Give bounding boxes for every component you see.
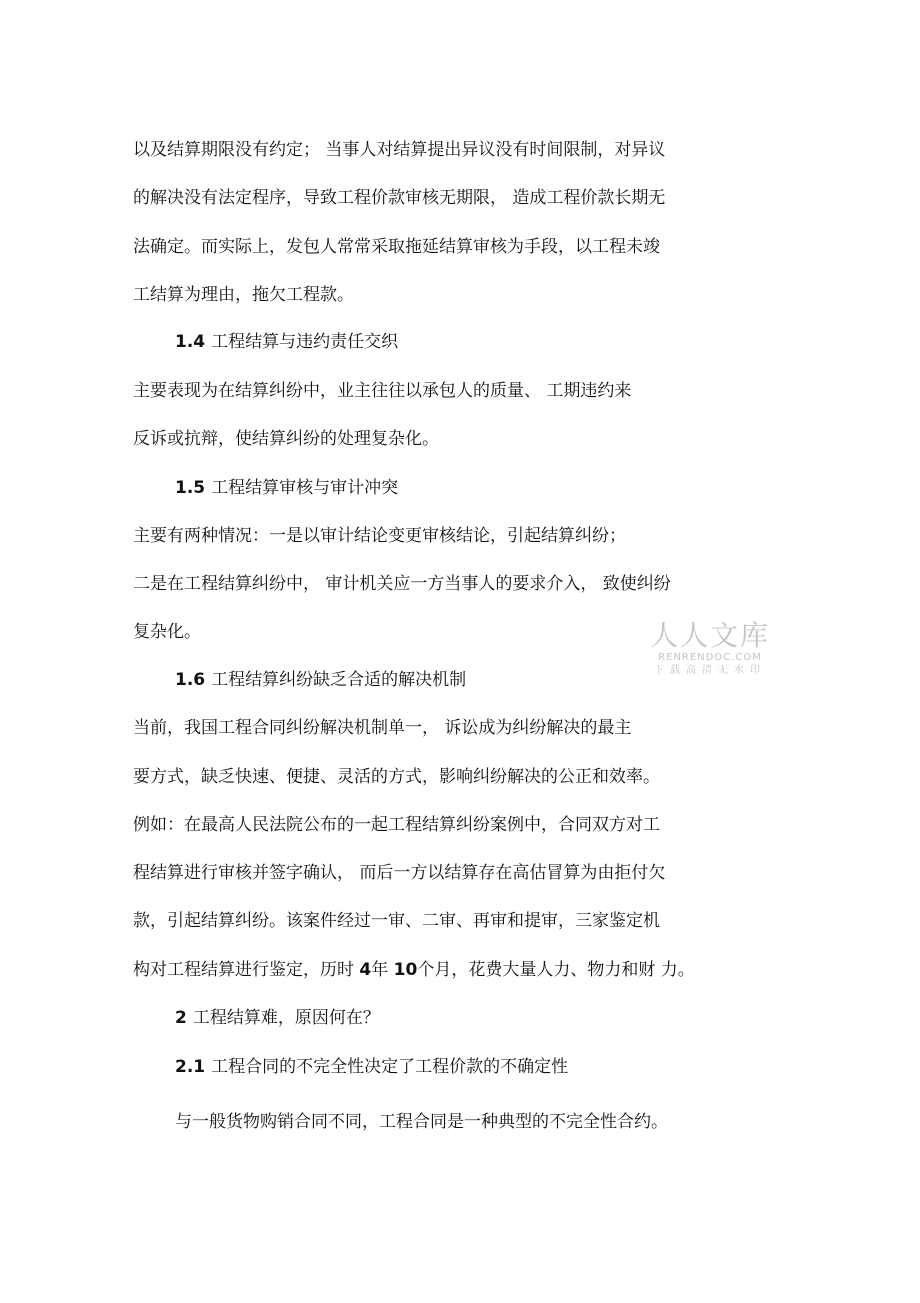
section-number: 1.5: [175, 478, 206, 498]
section-title: 工程结算纠纷缺乏合适的解决机制: [211, 670, 467, 690]
paragraph-line: 要方式，缺乏快速、便捷、灵活的方式，影响纠纷解决的公正和效率。: [133, 767, 660, 787]
section-number: 2: [175, 1008, 187, 1028]
paragraph-line: 法确定。而实际上，发包人常常采取拖延结算审核为手段，以工程未竣: [133, 237, 660, 257]
paragraph-line: 工结算为理由，拖欠工程款。: [133, 285, 354, 305]
section-heading-1-4: [175, 330, 398, 354]
section-number: 1.4: [175, 332, 206, 352]
paragraph-line: 款，引起结算纠纷。该案件经过一审、二审、再审和提审，三家鉴定机: [133, 911, 660, 931]
section-heading-2: [175, 1006, 380, 1030]
section-title: 工程结算审核与审计冲突: [211, 478, 399, 498]
duration-months-number: 10: [393, 960, 418, 980]
paragraph-line: [133, 958, 695, 982]
watermark-domain: RENRENDOC.COM: [658, 652, 762, 663]
section-title: 工程合同的不完全性决定了工程价款的不确定性: [211, 1057, 569, 1077]
text-run: 构对工程结算进行鉴定，历时: [133, 960, 354, 980]
section-number: 2.1: [175, 1057, 206, 1077]
section-number: 1.6: [175, 670, 206, 690]
paragraph-line: 的解决没有法定程序，导致工程价款审核无期限， 造成工程价款长期无: [133, 188, 666, 208]
watermark: [646, 620, 774, 678]
section-heading-2-1: [175, 1055, 568, 1079]
paragraph-line: 程结算进行审核并签字确认， 而后一方以结算存在高估冒算为由拒付欠: [133, 863, 666, 883]
paragraph-line: 二是在工程结算纠纷中， 审计机关应一方当事人的要求介入， 致使纠纷: [133, 574, 671, 594]
paragraph-line: 以及结算期限没有约定； 当事人对结算提出异议没有时间限制，对异议: [133, 140, 666, 160]
watermark-title: 人人文库: [649, 619, 770, 652]
paragraph-line: 主要有两种情况：一是以审计结论变更审核结论，引起结算纠纷；: [133, 526, 626, 546]
watermark-subtitle: 下载高清无水印: [654, 665, 766, 676]
paragraph-line: 当前，我国工程合同纠纷解决机制单一， 诉讼成为纠纷解决的最主: [133, 718, 632, 738]
section-title: 工程结算难，原因何在？: [192, 1008, 380, 1028]
paragraph-line: 复杂化。: [133, 622, 201, 642]
paragraph-line: 反诉或抗辩，使结算纠纷的处理复杂化。: [133, 429, 439, 449]
text-run: 年: [371, 960, 389, 980]
section-title: 工程结算与违约责任交织: [211, 332, 399, 352]
duration-years-number: 4: [359, 960, 372, 980]
text-run: 个月，花费大量人力、物力和财 力。: [417, 960, 695, 980]
paragraph-line: 例如：在最高人民法院公布的一起工程结算纠纷案例中，合同双方对工: [133, 815, 660, 835]
section-heading-1-6: [175, 668, 466, 692]
section-heading-1-5: [175, 476, 398, 500]
paragraph-line: 与一般货物购销合同不同，工程合同是一种典型的不完全性合约。: [175, 1112, 668, 1132]
paragraph-line: 主要表现为在结算纠纷中，业主往往以承包人的质量、 工期违约来: [133, 381, 632, 401]
